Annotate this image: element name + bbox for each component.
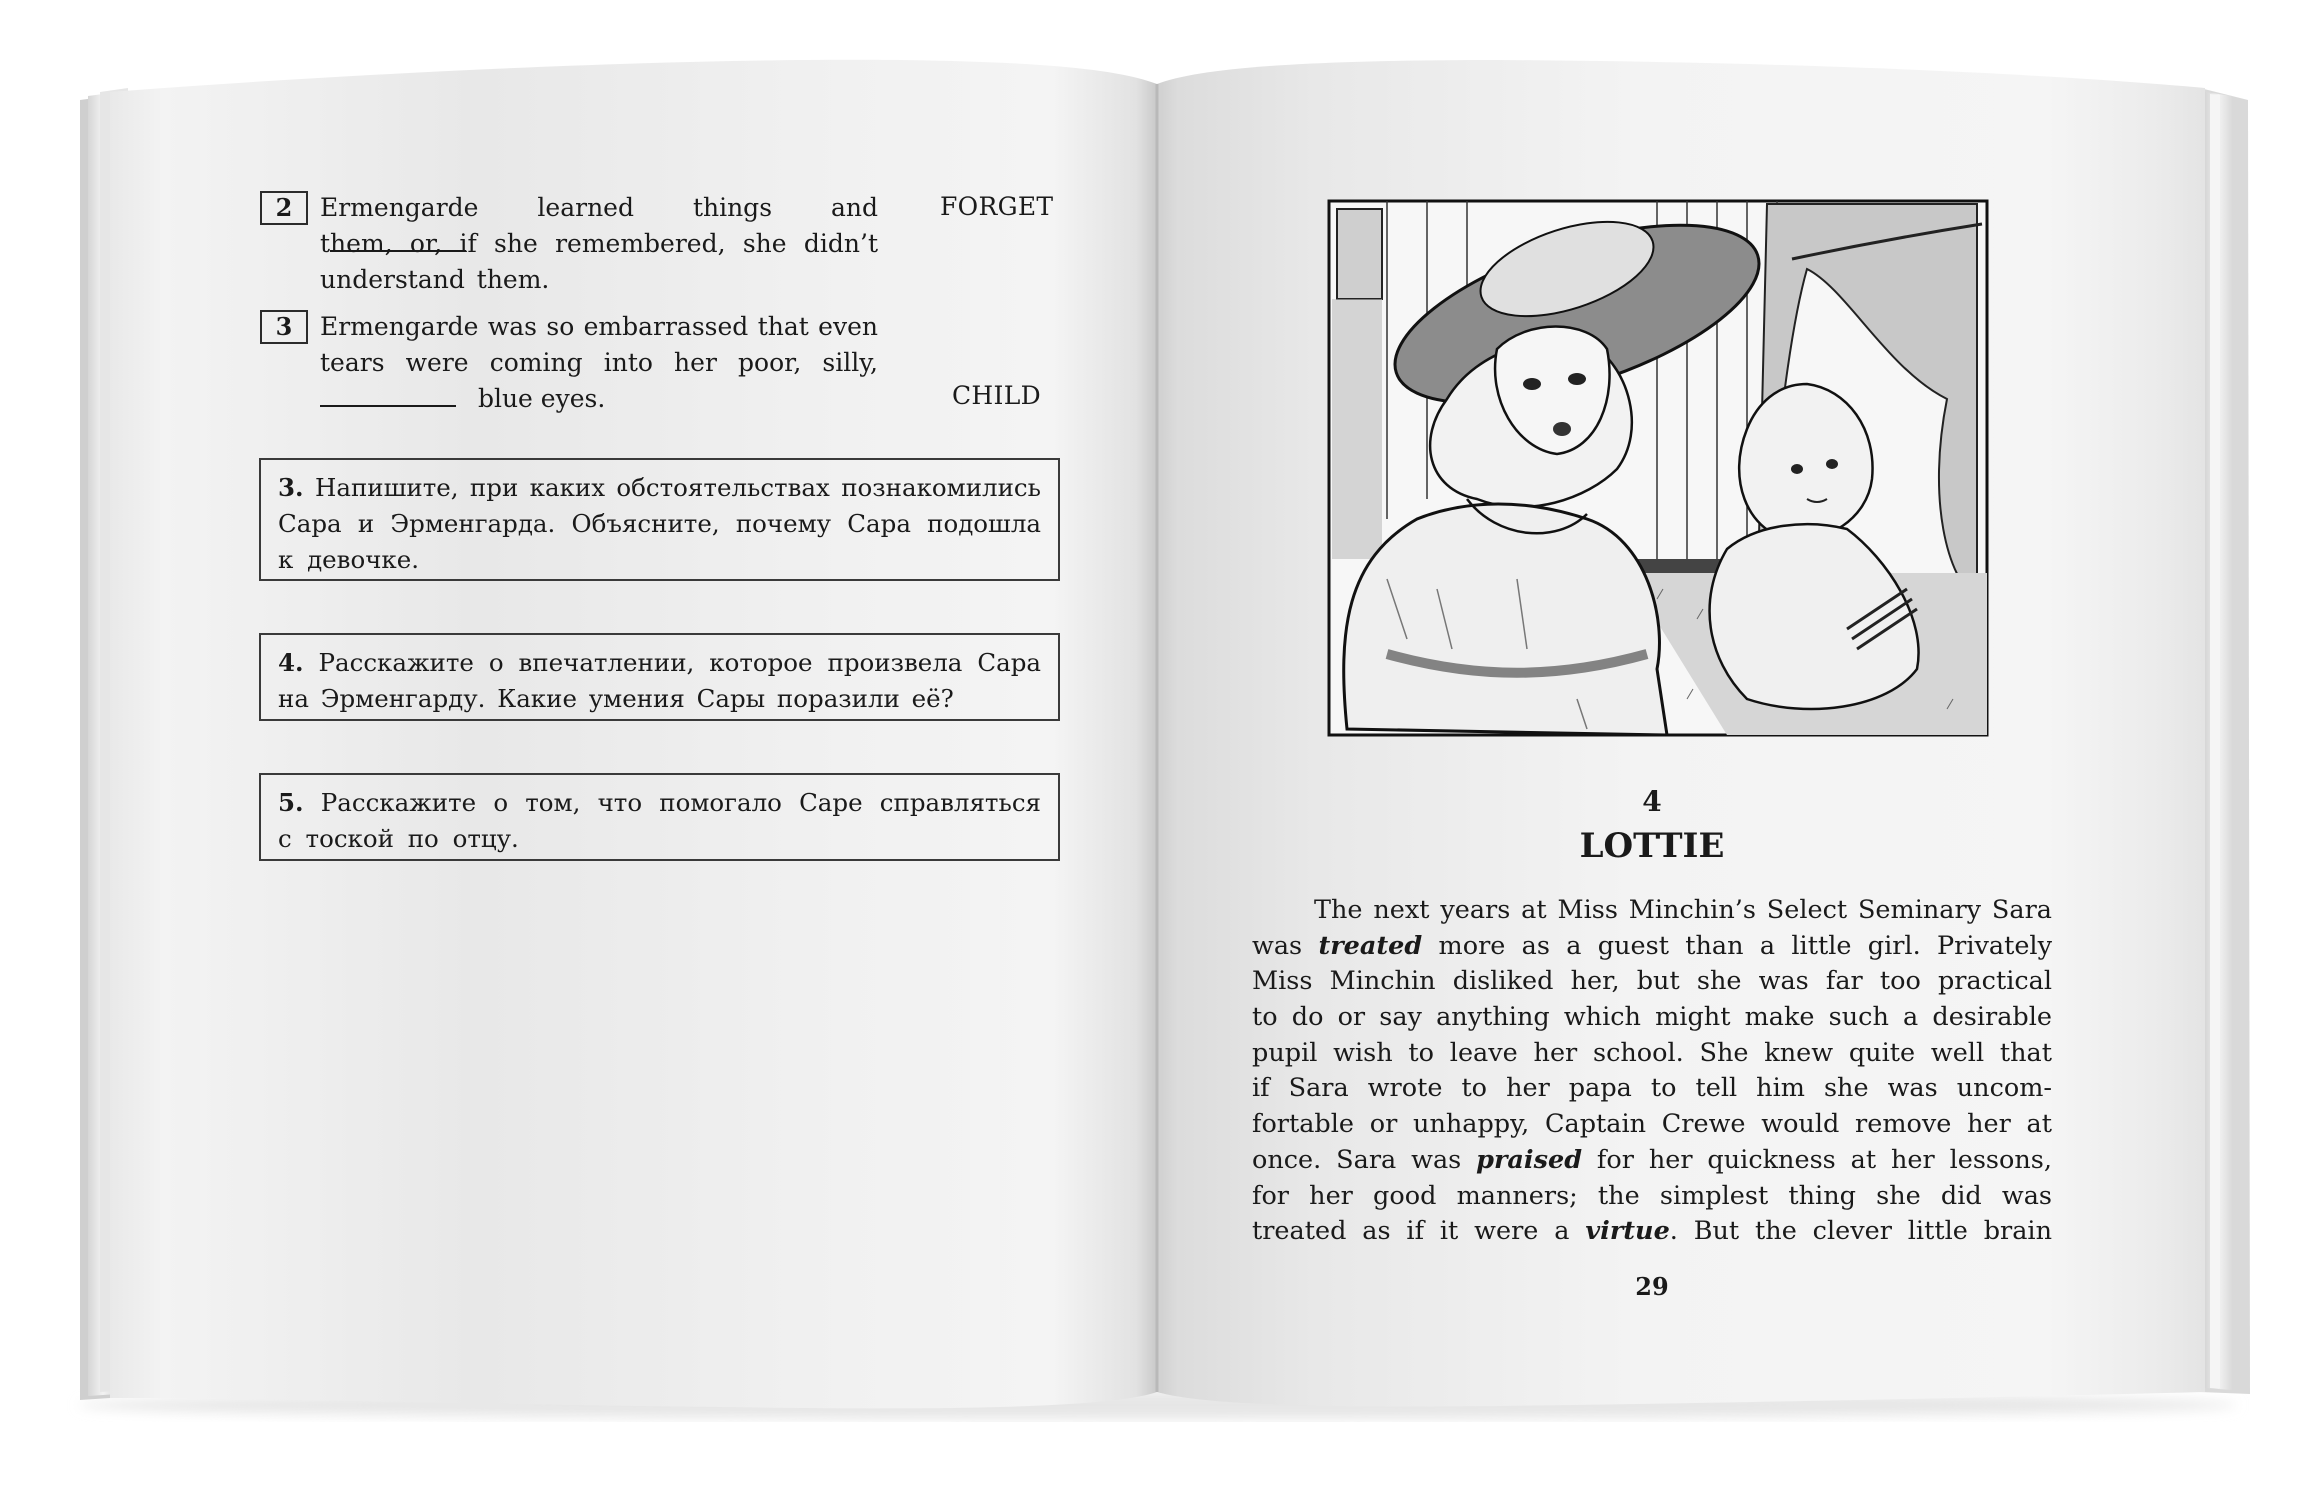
text-run: Miss Minchin disliked her, but she was far too practical	[1252, 966, 2052, 997]
text-run: treated as if it were a	[1252, 1216, 1586, 1247]
task-text-line: Сара и Эрменгарда. Объясните, почему Сара подошла	[278, 509, 1041, 538]
paragraph-line	[1252, 1143, 2052, 1179]
paragraph-line	[1252, 964, 2052, 1000]
paragraph-line	[1252, 1179, 2052, 1215]
task-box-3	[259, 458, 1060, 581]
item-number-box: 3	[260, 310, 308, 344]
text-run: to do or say anything which might make such a desirable	[1252, 1002, 2052, 1033]
text-run: was	[1252, 930, 1319, 961]
chapter-title: LOTTIE	[1579, 826, 1725, 866]
item-text-line: them, or, if she remembered, she didn’t	[320, 229, 878, 258]
text-run: for her quickness at her lessons,	[1582, 1144, 2052, 1175]
task-number: 3.	[278, 473, 304, 502]
task-text-line: с тоской по отцу.	[278, 824, 519, 853]
task-number: 4.	[278, 648, 304, 677]
text-run: fortable or unhappy, Captain Crewe would remove her at	[1252, 1109, 2052, 1140]
item-text-line: Ermengarde was so embarrassed that even	[320, 312, 878, 341]
chapter-number: 4	[1642, 785, 1662, 818]
task-box-4	[259, 633, 1060, 721]
item-text-line: understand them.	[320, 265, 550, 294]
paragraph-line	[1252, 1036, 2052, 1072]
page-number: 29	[1635, 1272, 1669, 1301]
answer-blank[interactable]	[320, 381, 456, 407]
text-run: pupil wish to leave her school. She knew quite well that	[1252, 1037, 2052, 1068]
paragraph-line	[1252, 1071, 2052, 1107]
text-run: more as a guest than a little girl. Privately	[1422, 930, 2052, 961]
chapter-illustration	[1327, 199, 1989, 737]
item-text-line: Ermengarde learned things and	[320, 193, 878, 222]
emphasized-word: virtue	[1585, 1216, 1670, 1247]
emphasized-word: praised	[1476, 1144, 1583, 1175]
text-run: . But the clever little brain	[1669, 1216, 2052, 1247]
paragraph-line	[1252, 1107, 2052, 1143]
keyword-forget: FORGET	[940, 192, 1054, 221]
exercise-item-3	[320, 309, 878, 417]
exercise-item-2	[320, 190, 878, 298]
emphasized-word: treated	[1318, 930, 1423, 961]
task-text-line: Расскажите о впечатлении, которое произвела Сара	[318, 648, 1041, 677]
task-text-line: на Эрменгарду. Какие умения Сары поразили её?	[278, 684, 954, 713]
text-run: if Sara wrote to her papa to tell him she was uncom-	[1252, 1073, 2052, 1104]
item-text-line: blue eyes.	[477, 384, 606, 413]
task-number: 5.	[278, 788, 304, 817]
text-run: for her good manners; the simplest thing she did was	[1252, 1180, 2052, 1211]
text-run: once. Sara was	[1252, 1144, 1477, 1175]
task-box-5	[259, 773, 1060, 861]
keyword-child: CHILD	[952, 381, 1041, 410]
text-run: The next years at Miss Minchin’s Select Seminary Sara	[1314, 895, 2052, 925]
task-text-line: Напишите, при каких обстоятельствах познакомились	[314, 473, 1041, 502]
paragraph-line	[1252, 929, 2052, 965]
paragraph-line	[1252, 1000, 2052, 1036]
task-text-line: Расскажите о том, что помогало Саре справляться	[320, 788, 1042, 817]
chapter-paragraph	[1252, 893, 2052, 1250]
item-text-line: tears were coming into her poor, silly,	[320, 348, 878, 377]
paragraph-line	[1252, 1214, 2052, 1250]
paragraph-line	[1252, 893, 2052, 929]
task-text-line: к девочке.	[278, 545, 420, 574]
item-number-box: 2	[260, 191, 308, 225]
